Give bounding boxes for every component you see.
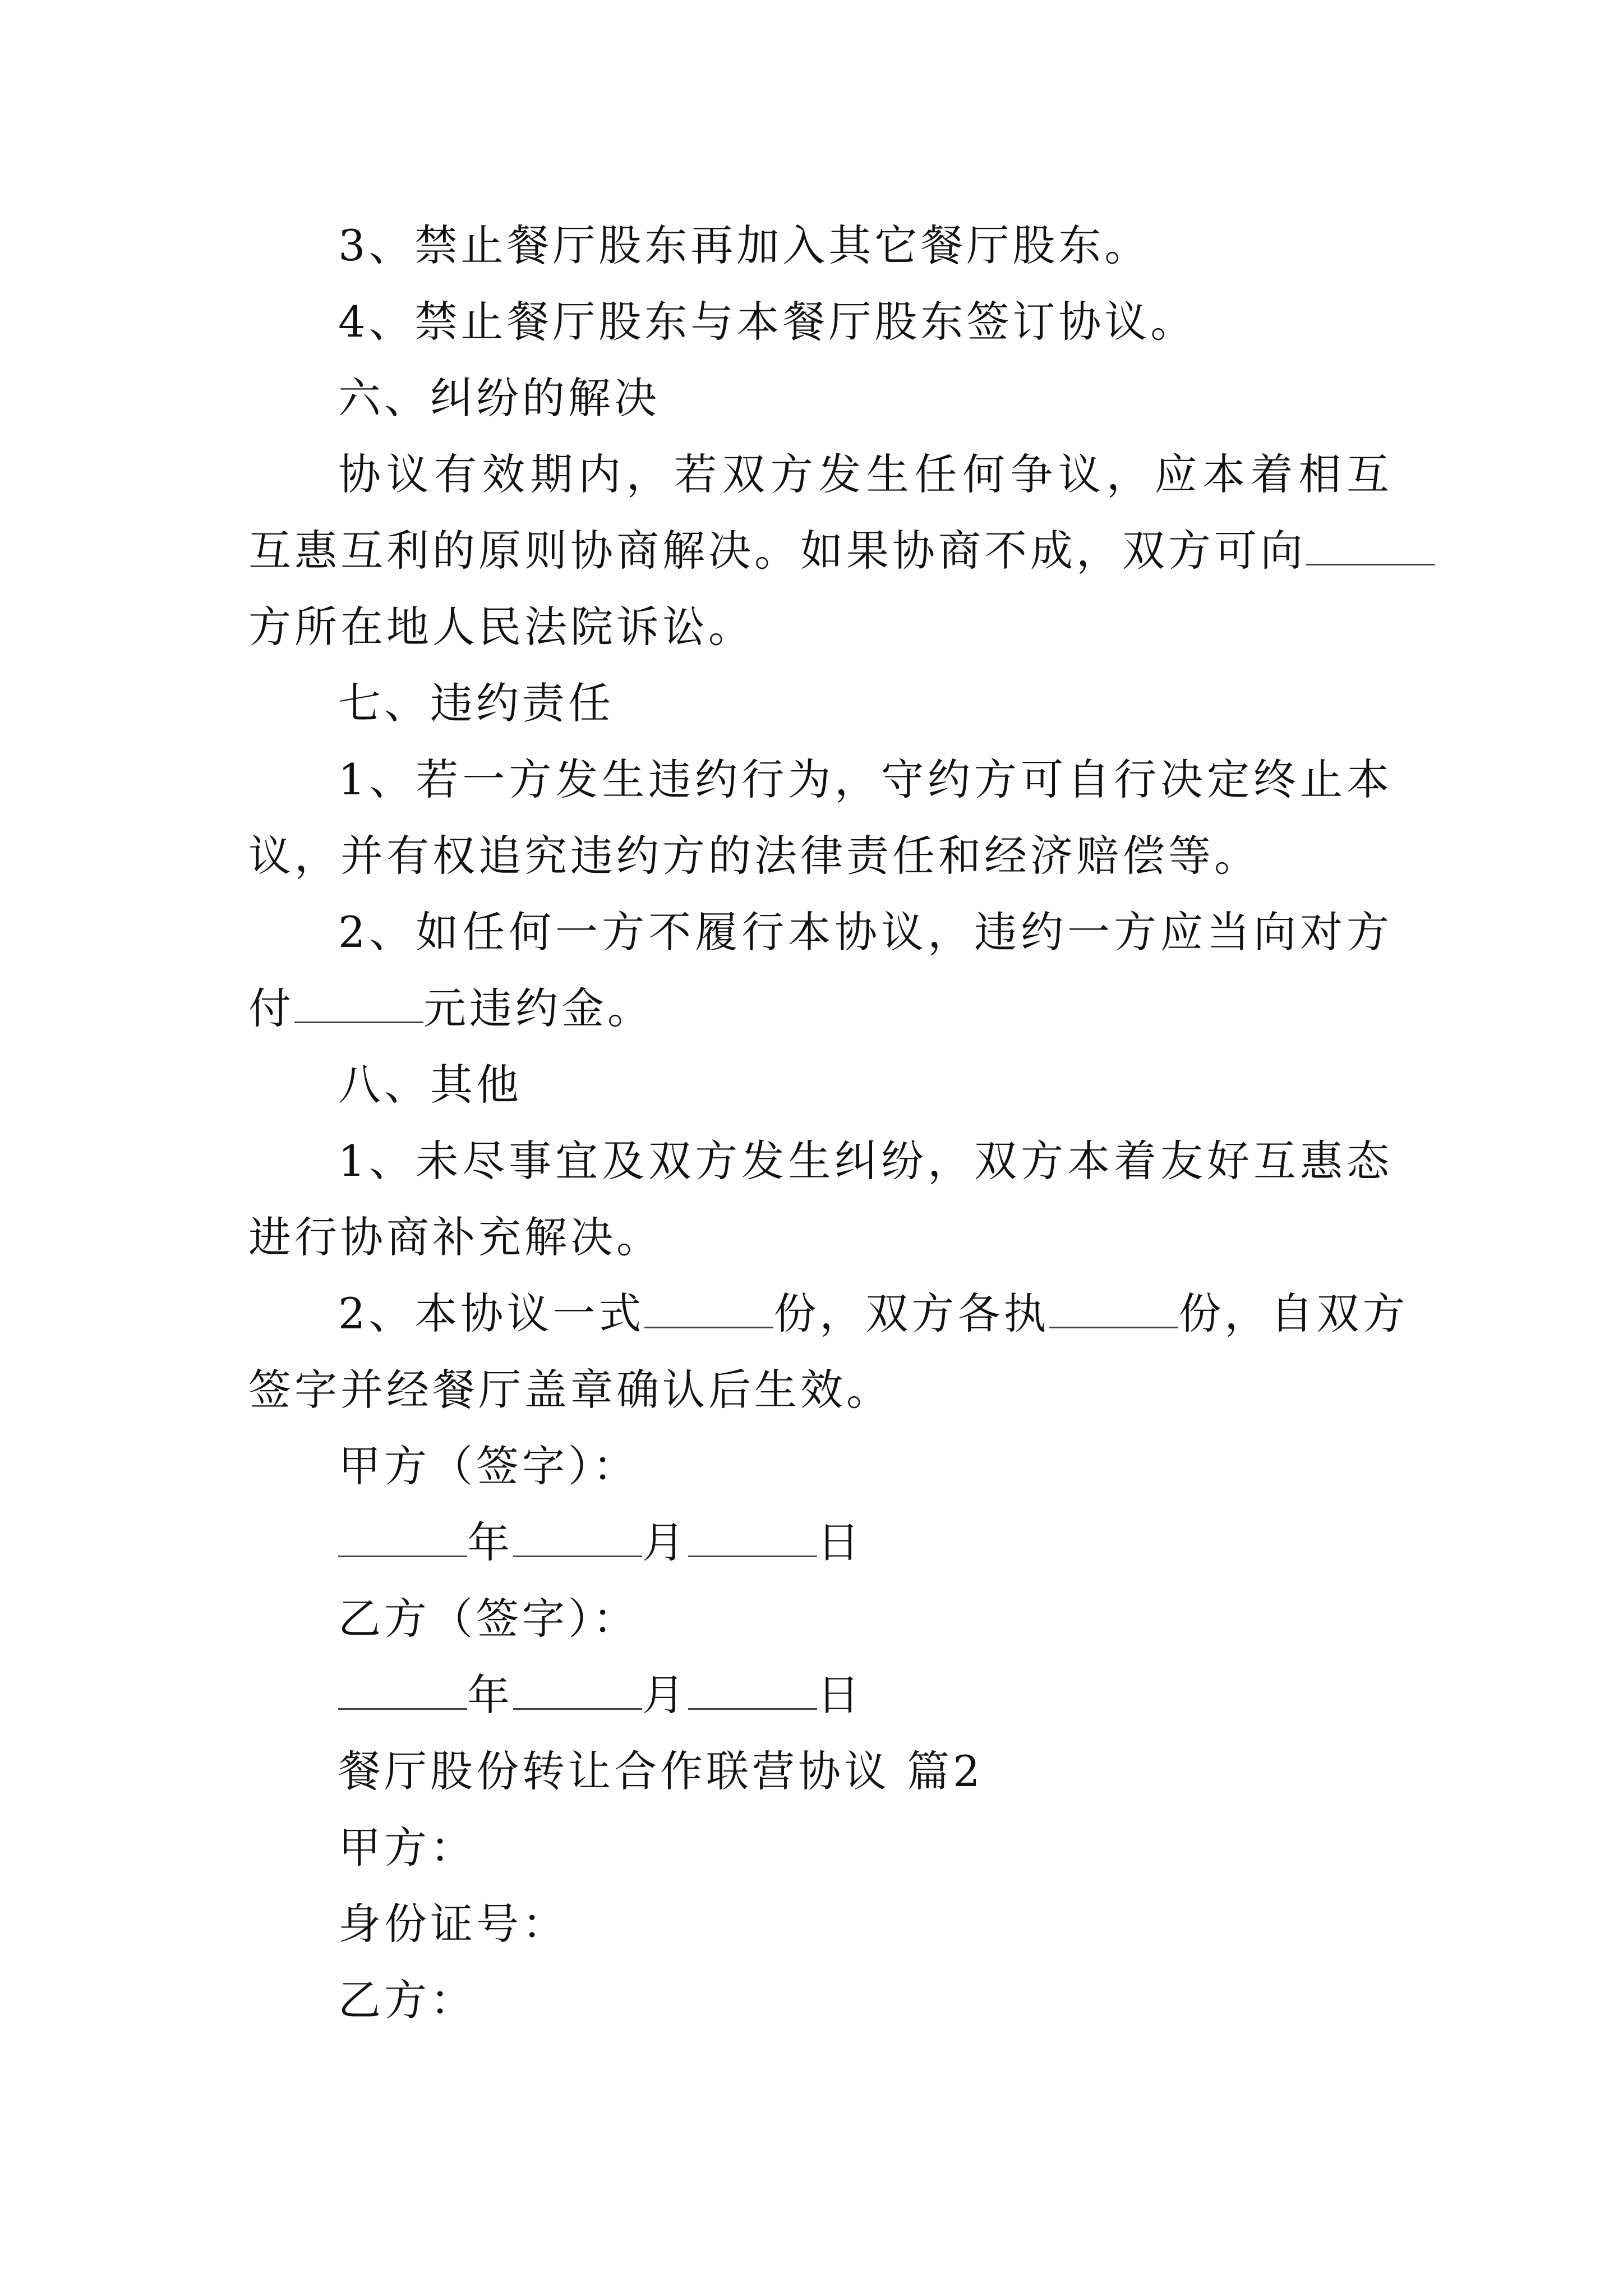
blank-field (513, 1669, 642, 1710)
month-label: 月 (642, 1517, 688, 1567)
heading-text: 六、纠纷的解决 (338, 373, 660, 423)
paragraph-line (248, 436, 1393, 513)
text-line: 签字并经餐厅盖章确认后生效。 (248, 1365, 892, 1415)
section-heading-8 (248, 1047, 1393, 1123)
paragraph-line (248, 589, 1393, 665)
text-line: 议，并有权追究违约方的法律责任和经济赔偿等。 (248, 831, 1260, 881)
paragraph-line (248, 818, 1393, 894)
text-line: 协议有效期内，若双方发生任何争议，应本着相互 (338, 449, 1393, 499)
field-label: 乙方： (338, 1975, 476, 2025)
blank-field (688, 1669, 817, 1710)
heading-text: 八、其他 (338, 1060, 522, 1110)
party-b-date (248, 1657, 1393, 1733)
text-line: 1、未尽事宜及双方发生纠纷，双方本着友好互惠态 (338, 1136, 1393, 1186)
text-line: 付 (248, 983, 294, 1033)
paragraph-line (248, 1352, 1393, 1428)
heading-text: 七、违约责任 (338, 678, 614, 728)
party-b-signature (248, 1581, 1393, 1657)
text-line: 4、禁止餐厅股东与本餐厅股东签订协议。 (338, 297, 1197, 347)
text-line: 方所在地人民法院诉讼。 (248, 602, 754, 652)
signature-label: 甲方（签字）： (338, 1441, 639, 1491)
party-a-signature (248, 1428, 1393, 1504)
document-page (248, 208, 1409, 2039)
clause-5-4 (248, 284, 1393, 360)
title-text: 餐厅股份转让合作联营协议 篇2 (338, 1746, 984, 1796)
text-line: 元违约金。 (423, 983, 653, 1033)
day-label: 日 (817, 1517, 863, 1567)
id-number-label (248, 1886, 1393, 1962)
blank-field (513, 1516, 642, 1557)
section-heading-6 (248, 360, 1393, 436)
year-label: 年 (467, 1670, 513, 1720)
day-label: 日 (817, 1670, 863, 1720)
document-title-2 (248, 1733, 1393, 1810)
section-heading-7 (248, 665, 1393, 742)
signature-label: 乙方（签字）： (338, 1594, 639, 1644)
blank-field (294, 982, 423, 1023)
party-a-label (248, 1810, 1393, 1886)
paragraph-line (248, 1276, 1409, 1352)
paragraph-line (248, 513, 1393, 589)
blank-field (338, 1516, 467, 1557)
text-line: 1、若一方发生违约行为，守约方可自行决定终止本 (338, 754, 1393, 804)
party-a-date (248, 1504, 1393, 1581)
text-line: 互惠互利的原则协商解决。如果协商不成，双方可向 (248, 526, 1306, 576)
year-label: 年 (467, 1517, 513, 1567)
field-label: 身份证号： (338, 1899, 568, 1949)
text-line: 份，双方各执 (773, 1289, 1050, 1338)
text-line: 2、如任何一方不履行本协议，违约一方应当向对方 (338, 907, 1393, 957)
text-line: 3、禁止餐厅股东再加入其它餐厅股东。 (338, 220, 1151, 270)
paragraph-line (248, 1123, 1393, 1199)
paragraph-line (248, 970, 1393, 1047)
blank-field (644, 1287, 773, 1328)
text-line: 2、本协议一式 (338, 1289, 645, 1338)
blank-field (1306, 524, 1435, 565)
blank-field (1049, 1287, 1178, 1328)
paragraph-line (248, 1199, 1393, 1276)
clause-5-3 (248, 208, 1393, 284)
field-label: 甲方： (338, 1823, 476, 1872)
paragraph-line (248, 894, 1393, 970)
blank-field (338, 1669, 467, 1710)
party-b-label (248, 1962, 1393, 2039)
blank-field (688, 1516, 817, 1557)
paragraph-line (248, 742, 1393, 818)
text-line: 进行协商补充解决。 (248, 1212, 662, 1262)
month-label: 月 (642, 1670, 688, 1720)
text-line: 份，自双方 (1178, 1289, 1409, 1338)
